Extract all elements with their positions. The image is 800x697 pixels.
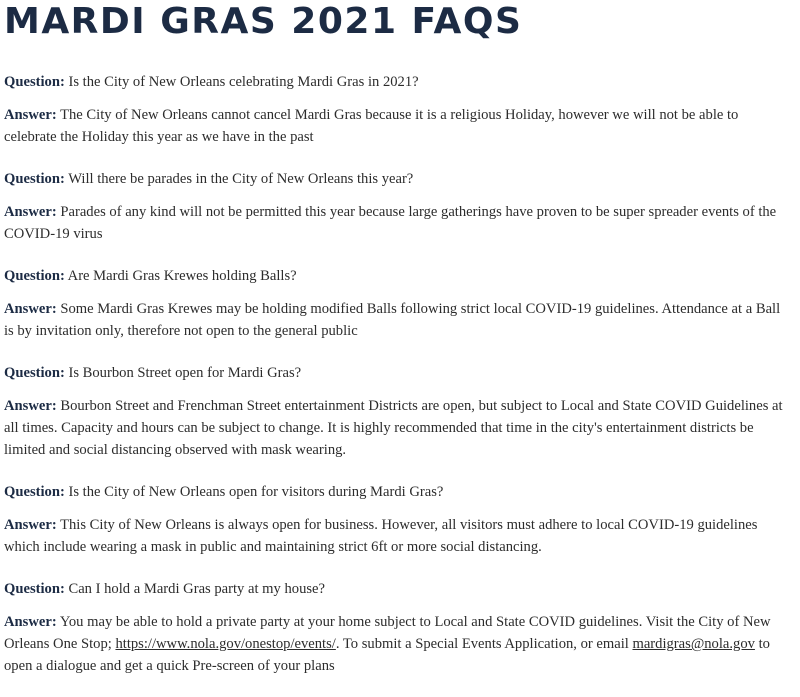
answer-label: Answer: [4,614,57,630]
faq-item [4,71,786,148]
answer-label: Answer: [4,301,57,317]
faq-question [4,71,786,93]
answer-label: Answer: [4,517,57,533]
faq-answer [4,298,786,342]
faq-question [4,265,786,287]
answer-text: to open a dialogue and get a quick Pre-screen of your plans [4,636,770,674]
question-label: Question: [4,268,65,284]
question-label: Question: [4,74,65,90]
faq-item [4,578,786,677]
question-text: Is the City of New Orleans open for visitors during Mardi Gras? [68,484,444,500]
answer-text: This City of New Orleans is always open for business. However, all visitors must adhere to local COVID-19 guidelines which include wearing a mask in public and maintaining strict 6ft or more social distancing. [4,517,758,555]
faq-item [4,265,786,342]
faq-item [4,481,786,558]
onestop-events-link[interactable]: https://www.nola.gov/onestop/events/ [115,636,336,652]
answer-text: Some Mardi Gras Krewes may be holding modified Balls following strict local COVID-19 guidelines. Attendance at a Ball is by invitation only, therefore not open to the general public [4,301,781,339]
question-text: Is the City of New Orleans celebrating Mardi Gras in 2021? [68,74,419,90]
answer-text: Bourbon Street and Frenchman Street entertainment Districts are open, but subject to Local and State COVID Guidelines at all times. Capacity and hours can be subject to change. It is highly recommended that time in the city's entertainment districts be limited and social distancing observed with mask wearing. [4,398,783,458]
question-text: Are Mardi Gras Krewes holding Balls? [67,268,297,284]
page-title: MARDI GRAS 2021 FAQS [4,1,523,42]
question-text: Will there be parades in the City of New Orleans this year? [68,171,414,187]
question-text: Can I hold a Mardi Gras party at my house? [68,581,326,597]
faq-answer [4,514,786,558]
faq-item [4,362,786,461]
answer-label: Answer: [4,204,57,220]
faq-answer [4,395,786,461]
answer-text: Parades of any kind will not be permitted this year because large gatherings have proven to be super spreader events of the COVID-19 virus [4,204,777,242]
email-link[interactable]: mardigras@nola.gov [632,636,755,652]
answer-label: Answer: [4,398,57,414]
faq-question [4,168,786,190]
question-label: Question: [4,365,65,381]
question-label: Question: [4,581,65,597]
faq-answer [4,201,786,245]
answer-text: . To submit a Special Events Application, or email [335,636,633,652]
answer-label: Answer: [4,107,57,123]
faq-question [4,578,786,600]
faq-answer [4,611,786,677]
faq-question [4,362,786,384]
question-label: Question: [4,484,65,500]
faq-question [4,481,786,503]
question-text: Is Bourbon Street open for Mardi Gras? [68,365,302,381]
answer-text: You may be able to hold a private party at your home subject to Local and State COVID guidelines. Visit the City of New Orleans One Stop; [4,614,771,652]
faq-list [4,71,786,697]
question-label: Question: [4,171,65,187]
faq-answer [4,104,786,148]
faq-item [4,168,786,245]
answer-text: The City of New Orleans cannot cancel Mardi Gras because it is a religious Holiday, however we will not be able to celebrate the Holiday this year as we have in the past [4,107,739,145]
